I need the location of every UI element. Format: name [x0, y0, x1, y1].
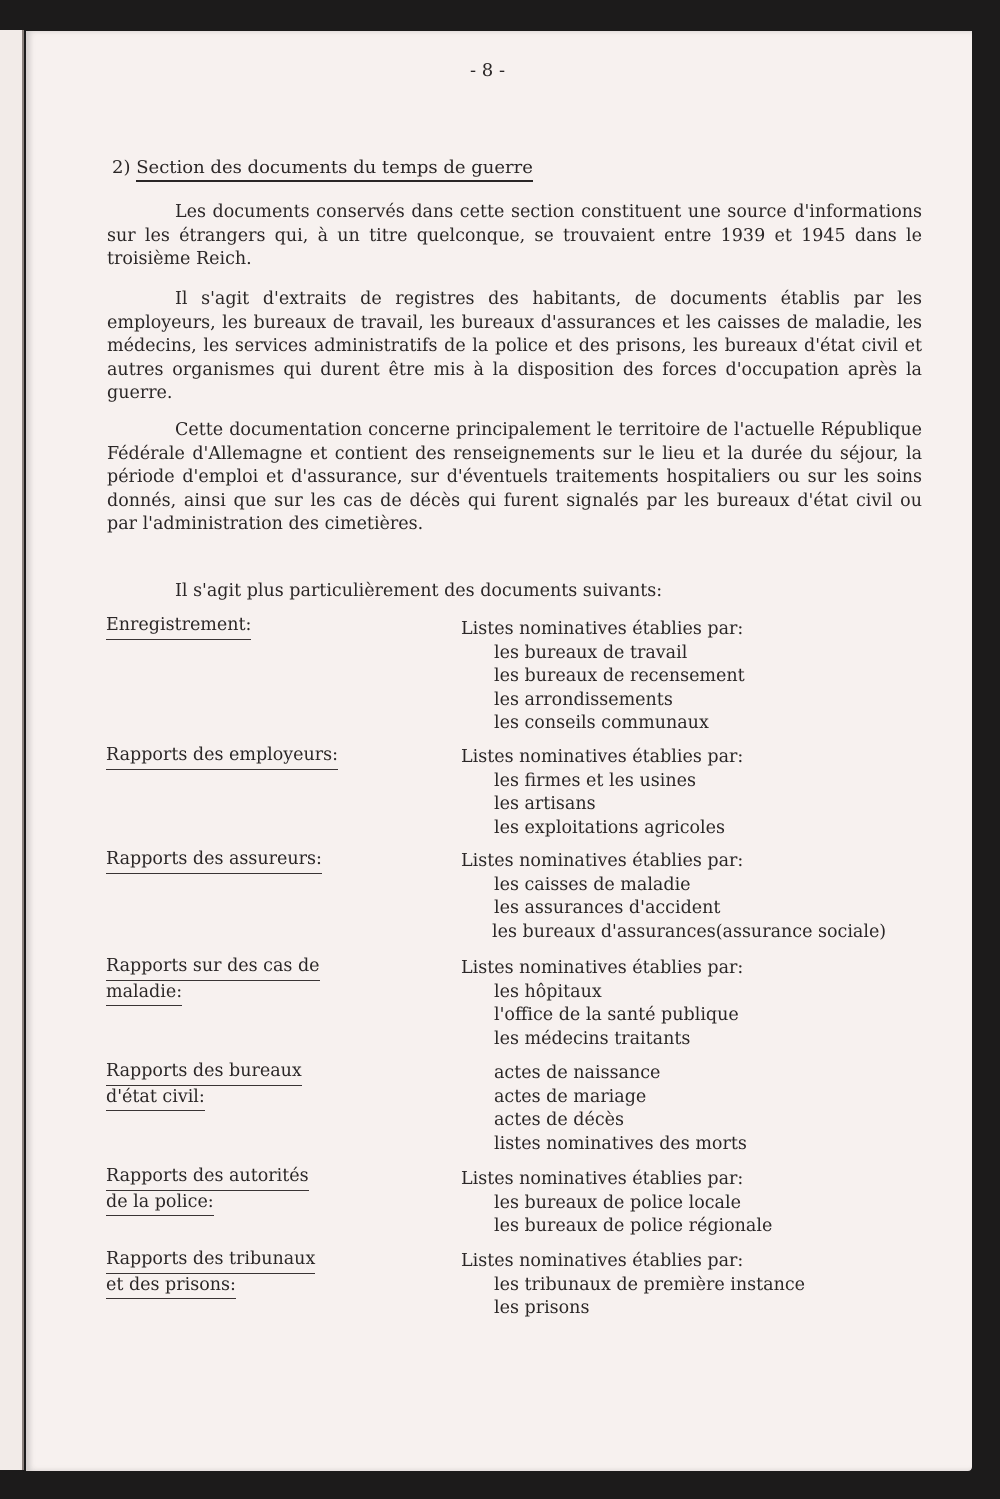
list-item: actes de décès — [494, 1110, 624, 1130]
entry-list-registration — [461, 618, 745, 736]
list-item: actes de mariage — [494, 1086, 647, 1107]
list-head: Listes nominatives établies par: — [461, 958, 744, 978]
list-item: les hôpitaux — [494, 981, 602, 1002]
list-head: Listes nominatives établies par: — [461, 851, 744, 871]
list-item: les bureaux de police régionale — [494, 1216, 773, 1236]
entry-label-police — [106, 1165, 309, 1216]
entry-label-line: de la police: — [106, 1191, 214, 1217]
list-head: Listes nominatives établies par: — [461, 619, 744, 639]
list-head: Listes nominatives établies par: — [461, 747, 744, 767]
paragraph-text: Cette documentation concerne principalement le territoire de l'actuelle République Fédérale d'Allemagne et contient des renseignements sur le lieu et la durée du séjour, la période d'emploi et d'assurance, sur d'éventuels traitements hospitaliers ou sur les soins donnés, ainsi que sur les cas de décès qui furent signalés par les bureaux d'état civil ou par l'administration des cimetières. — [107, 420, 922, 534]
list-item: actes de naissance — [494, 1063, 661, 1083]
list-head: Listes nominatives établies par: — [461, 1169, 744, 1189]
entry-label-line: Rapports des assureurs: — [106, 848, 322, 874]
paragraph-2 — [107, 288, 922, 406]
entry-label-line: d'état civil: — [106, 1086, 205, 1112]
entry-label-illness — [106, 955, 320, 1006]
entry-label-line: Rapports sur des cas de — [106, 955, 320, 981]
entry-label-courts-prisons — [106, 1248, 315, 1299]
list-item: les prisons — [494, 1298, 590, 1318]
facing-page-edge — [0, 30, 24, 1470]
entry-list-civil-registry — [461, 1062, 747, 1156]
paragraph-text: Il s'agit plus particulièrement des documents suivants: — [175, 581, 663, 601]
paragraph-4 — [107, 580, 922, 604]
entry-list-illness — [461, 957, 743, 1051]
entry-list-courts-prisons — [461, 1250, 805, 1321]
list-item: les assurances d'accident — [494, 898, 721, 918]
entry-label-line: maladie: — [106, 981, 182, 1007]
section-heading — [112, 157, 533, 178]
paragraph-1 — [107, 201, 922, 272]
entry-label-registration — [106, 614, 251, 640]
list-item: les arrondissements — [494, 689, 673, 710]
paragraph-3 — [107, 419, 922, 537]
paragraph-text: Les documents conservés dans cette section constituent une source d'informations sur les étrangers qui, à un titre quelconque, se trouvaient entre 1939 et 1945 dans le troisième Reich. — [107, 202, 922, 269]
list-item: les bureaux de police locale — [494, 1192, 741, 1213]
list-item: les caisses de maladie — [494, 874, 691, 895]
entry-list-insurers — [461, 850, 886, 944]
list-item: les bureaux de travail — [494, 642, 688, 663]
list-item: les conseils communaux — [494, 713, 709, 733]
list-item: les exploitations agricoles — [494, 817, 725, 838]
entry-label-employers — [106, 744, 338, 770]
list-item: les bureaux de recensement — [494, 666, 745, 686]
list-item: les tribunaux de première instance — [494, 1274, 805, 1295]
entry-list-police — [461, 1168, 772, 1239]
entry-label-line: et des prisons: — [106, 1274, 236, 1300]
list-item: l'office de la santé publique — [494, 1005, 739, 1025]
list-item: les médecins traitants — [494, 1028, 691, 1049]
paragraph-text: Il s'agit d'extraits de registres des habitants, de documents établis par les employeurs, les bureaux de travail, les bureaux d'assurances et les caisses de maladie, les médecins, les services administratifs de la police et des prisons, les bureaux d'état civil et autres organismes qui durent être mis à la disposition des forces d'occupation après la guerre. — [107, 289, 922, 403]
page-number: - 8 - — [470, 60, 506, 81]
entry-list-employers — [461, 746, 743, 840]
list-item: les artisans — [494, 794, 596, 814]
section-title: Section des documents du temps de guerre — [136, 157, 533, 182]
list-head: Listes nominatives établies par: — [461, 1251, 744, 1271]
entry-label-line: Rapports des employeurs: — [106, 744, 338, 770]
entry-label-line: Rapports des autorités — [106, 1165, 309, 1191]
entry-label-line: Rapports des bureaux — [106, 1060, 302, 1086]
list-item: les bureaux d'assurances(assurance sociale) — [492, 921, 887, 942]
list-item: les firmes et les usines — [494, 770, 696, 791]
entry-label-line: Enregistrement: — [106, 614, 251, 640]
entry-label-civil-registry — [106, 1060, 302, 1111]
section-number: 2) — [112, 157, 131, 178]
list-item: listes nominatives des morts — [494, 1133, 747, 1154]
entry-label-line: Rapports des tribunaux — [106, 1248, 315, 1274]
entry-label-insurers — [106, 848, 322, 874]
